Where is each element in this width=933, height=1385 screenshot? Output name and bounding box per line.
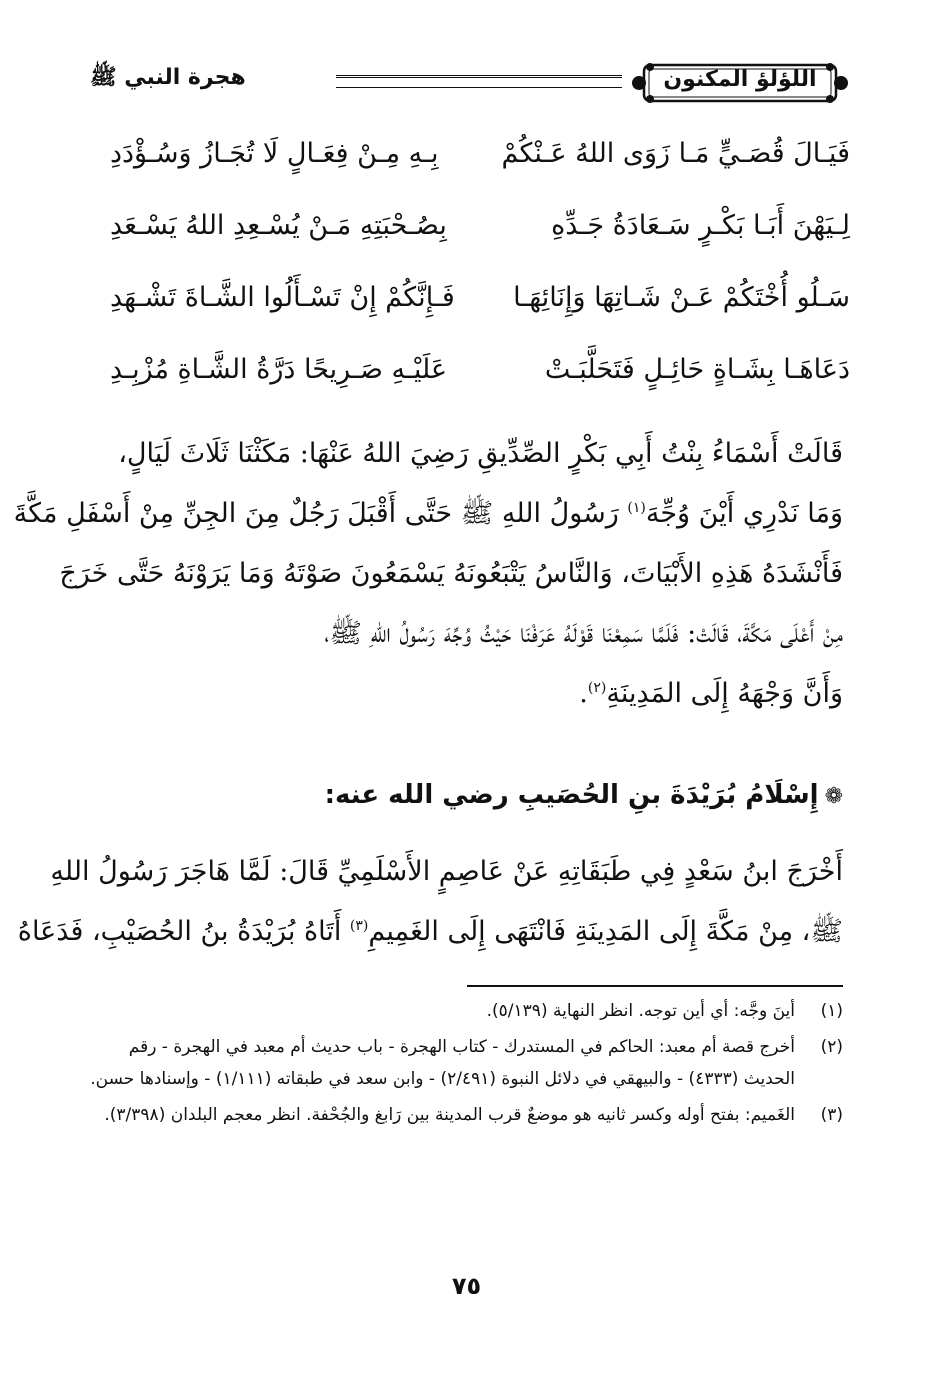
section-heading [325,780,843,810]
text-line: فَأَنْشَدَهُ هَذِهِ الأَبْيَاتَ، وَالنَّاسُ يَتْبَعُونَهُ يَسْمَعُونَ صَوْتَهُ وَمَا يَرَوْنَهُ حَتَّى خَرَجَ [59,558,843,589]
text-line [13,484,843,544]
footnote-number: (١) [820,1001,843,1021]
paragraph-asma-narration [13,424,843,724]
poem-verse [110,128,850,200]
footnote-text: الغَميم: بفتح أوله وكسر ثانيه هو موضعٌ قرب المدينة بين رَابغ والجُحْفة. انظر معجم البلدان (٣/٣٩٨). [104,1105,795,1125]
footnote-ref[interactable]: (١) [627,500,646,516]
verse-first-hemistich: لِـيَهْنَ أَبَـا بَكْـرٍ سَـعَادَةُ جَـدِّهِ [551,210,850,241]
chapter-title: هجرة النبي ﷺ [90,65,246,90]
text-line: أَخْرَجَ ابنُ سَعْدٍ فِي طَبَقَاتِهِ عَنْ عَاصِمٍ الأَسْلَمِيِّ قَالَ: لَمَّا هَاجَرَ رَسُولُ اللهِ [50,856,843,887]
poem-verse [110,272,850,344]
poem-verse [110,344,850,416]
text-segment: رَسُولُ اللهِ ﷺ حَتَّى أَقْبَلَ رَجُلٌ مِنَ الجِنِّ مِنْ أَسْفَلِ مَكَّةَ [13,498,628,529]
footnote-text: أخرج قصة أم معبد: الحاكم في المستدرك - كتاب الهجرة - باب حديث أم معبد في الهجرة - رقم الحديث (٤٣٣٣) - والبيهقي في دلائل النبوة (٢/٤٩١) - وابن سعد في طبقاته (١/١١١) - وإسنادها حسن. [90,1037,795,1089]
running-header [90,55,850,115]
footnotes [88,995,843,1135]
footnote-separator [467,985,843,987]
verse-first-hemistich: دَعَاهَـا بِشَـاةٍ حَائِـلٍ فَتَحَلَّبَـتْ [544,354,850,385]
poem-block [110,128,850,416]
text-segment: وَمَا نَدْرِي أَيْنَ وُجِّهَ [645,498,843,529]
verse-second-hemistich: فَـإِنَّكُمْ إِنْ تَسْـأَلُوا الشَّـاةَ تَشْـهَدِ [110,282,455,313]
book-title-frame [630,61,850,105]
paragraph-buraydah [17,842,843,962]
verse-first-hemistich: فَيَـالَ قُصَـيٍّ مَـا زَوَى اللهُ عَـنْكُمْ [501,138,850,169]
verse-first-hemistich: سَـلُو أُخْتَكُمْ عَـنْ شَـاتِهَا وَإِنَائِهَـا [513,282,850,313]
footnote [88,1099,843,1131]
footnote-number: (٣) [820,1105,843,1125]
footnote [88,1031,843,1095]
text-line [88,664,843,724]
section-heading-text: إِسْلَامُ بُرَيْدَةَ بنِ الحُصَيبِ رضي الله عنه: [324,780,819,810]
footnote [88,995,843,1027]
verse-second-hemistich: بِـهِ مِـنْ فِعَـالٍ لَا تُجَـازُ وَسُـؤْدَدِ [110,138,439,169]
footnote-text: أينَ وجَّه: أي أين توجه. انظر النهاية (٥/١٣٩). [486,1001,795,1021]
text-segment: وَأَنَّ وَجْهَهُ إِلَى المَدِينَةِ [606,678,843,709]
flower-ornament-icon: ❁ [824,784,843,809]
header-rule [572,75,622,88]
footnote-number: (٢) [820,1037,843,1057]
verse-second-hemistich: بِصُـحْبَتِهِ مَـنْ يُسْـعِدِ اللهُ يَسْـعَدِ [110,210,447,241]
text-segment: أَتَاهُ بُرَيْدَةُ بنُ الحُصَيْبِ، فَدَعَاهُ [17,916,350,947]
poem-verse [110,200,850,272]
footnote-ref[interactable]: (٢) [587,680,607,696]
text-line: مِنْ أَعْلَى مَكَّةَ، قَالَتْ: فَلَمَّا سَمِعْنَا قَوْلَهُ عَرَفْنَا حَيْثُ وُجِّهَ رَسُولُ اللهِ ﷺ، [324,618,843,649]
header-rule [336,75,572,88]
text-segment: ﷺ، مِنْ مَكَّةَ إِلَى المَدِينَةِ فَانْتَهَى إِلَى الغَمِيمِ [368,916,843,947]
verse-second-hemistich: عَلَيْـهِ صَـرِيحًا دَرَّةُ الشَّـاةِ مُزْبِـدِ [110,354,448,385]
book-title: اللؤلؤ المكنون [663,67,817,92]
text-line: قَالَتْ أَسْمَاءُ بِنْتُ أَبِي بَكْرٍ الصِّدِّيقِ رَضِيَ اللهُ عَنْهَا: مَكَثْنَا ثَلَاثَ لَيَالٍ، [118,438,843,469]
text-segment: . [579,678,588,709]
footnote-ref[interactable]: (٣) [349,918,369,934]
text-line [17,902,843,962]
page-number: ٧٥ [451,1272,482,1300]
